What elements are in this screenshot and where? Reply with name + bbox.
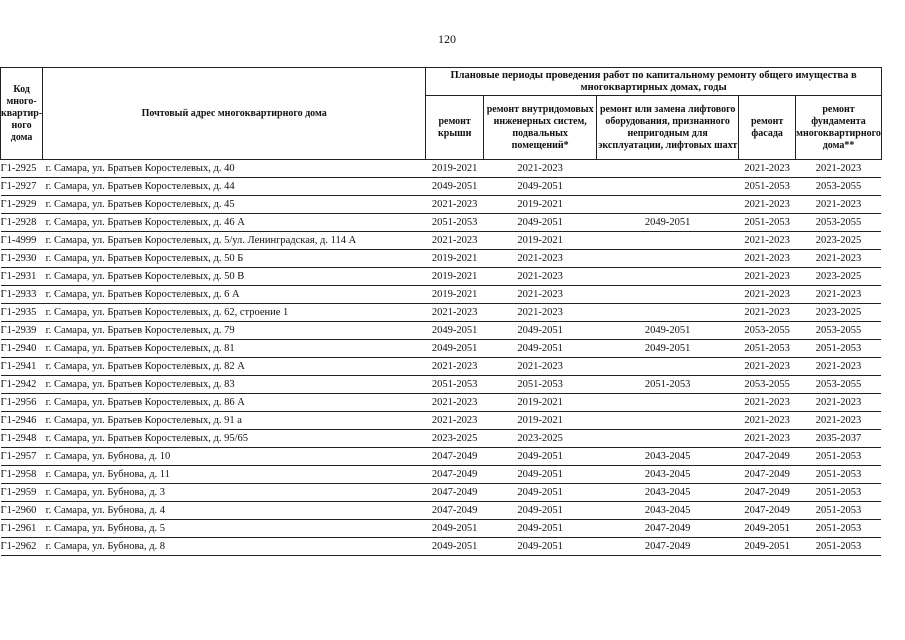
cell-roof: 2049-2051	[426, 520, 484, 538]
cell-systems: 2019-2021	[484, 196, 597, 214]
cell-foundation: 2051-2053	[796, 448, 882, 466]
cell-facade: 2021-2023	[739, 286, 796, 304]
cell-roof: 2047-2049	[426, 484, 484, 502]
cell-facade: 2021-2023	[739, 412, 796, 430]
table-row	[1, 160, 882, 178]
cell-code: Г1-2927	[1, 178, 43, 196]
cell-elevator	[597, 412, 739, 430]
cell-address: г. Самара, ул. Братьев Коростелевых, д. 5/ул. Ленинградская, д. 114 А	[43, 232, 426, 250]
table-row	[1, 412, 882, 430]
cell-systems: 2049-2051	[484, 448, 597, 466]
cell-facade: 2049-2051	[739, 538, 796, 556]
cell-systems: 2021-2023	[484, 250, 597, 268]
cell-elevator: 2049-2051	[597, 340, 739, 358]
cell-systems: 2021-2023	[484, 160, 597, 178]
cell-roof: 2051-2053	[426, 376, 484, 394]
table-row	[1, 286, 882, 304]
cell-facade: 2047-2049	[739, 484, 796, 502]
cell-elevator	[597, 232, 739, 250]
cell-foundation: 2051-2053	[796, 466, 882, 484]
cell-code: Г1-2935	[1, 304, 43, 322]
table-row	[1, 268, 882, 286]
table-row	[1, 232, 882, 250]
cell-facade: 2049-2051	[739, 520, 796, 538]
cell-address: г. Самара, ул. Братьев Коростелевых, д. 46 А	[43, 214, 426, 232]
table-row	[1, 178, 882, 196]
cell-elevator	[597, 358, 739, 376]
cell-elevator	[597, 286, 739, 304]
cell-systems: 2049-2051	[484, 502, 597, 520]
cell-address: г. Самара, ул. Бубнова, д. 5	[43, 520, 426, 538]
cell-roof: 2019-2021	[426, 268, 484, 286]
cell-code: Г1-2957	[1, 448, 43, 466]
table-row	[1, 430, 882, 448]
cell-code: Г1-2933	[1, 286, 43, 304]
cell-address: г. Самара, ул. Бубнова, д. 11	[43, 466, 426, 484]
cell-facade: 2051-2053	[739, 178, 796, 196]
cell-elevator	[597, 178, 739, 196]
cell-address: г. Самара, ул. Братьев Коростелевых, д. 91 а	[43, 412, 426, 430]
header-foundation: ремонт фундамента многоквартирного дома**	[796, 96, 882, 160]
cell-code: Г1-2959	[1, 484, 43, 502]
header-code: Код много-квартир-ного дома	[1, 68, 43, 160]
cell-foundation: 2023-2025	[796, 304, 882, 322]
cell-elevator: 2043-2045	[597, 466, 739, 484]
table-row	[1, 340, 882, 358]
cell-foundation: 2053-2055	[796, 178, 882, 196]
header-address: Почтовый адрес многоквартирного дома	[43, 68, 426, 160]
cell-facade: 2021-2023	[739, 394, 796, 412]
cell-elevator	[597, 430, 739, 448]
cell-code: Г1-2939	[1, 322, 43, 340]
cell-address: г. Самара, ул. Братьев Коростелевых, д. 50 В	[43, 268, 426, 286]
table-row	[1, 466, 882, 484]
cell-address: г. Самара, ул. Братьев Коростелевых, д. 95/65	[43, 430, 426, 448]
cell-facade: 2047-2049	[739, 448, 796, 466]
cell-foundation: 2053-2055	[796, 214, 882, 232]
cell-facade: 2021-2023	[739, 232, 796, 250]
cell-facade: 2021-2023	[739, 358, 796, 376]
cell-elevator: 2043-2045	[597, 484, 739, 502]
cell-facade: 2021-2023	[739, 196, 796, 214]
cell-address: г. Самара, ул. Братьев Коростелевых, д. 86 А	[43, 394, 426, 412]
cell-facade: 2051-2053	[739, 340, 796, 358]
cell-foundation: 2021-2023	[796, 250, 882, 268]
cell-facade: 2051-2053	[739, 214, 796, 232]
cell-elevator	[597, 394, 739, 412]
cell-roof: 2049-2051	[426, 178, 484, 196]
table-row	[1, 502, 882, 520]
cell-elevator: 2043-2045	[597, 448, 739, 466]
cell-systems: 2049-2051	[484, 466, 597, 484]
cell-foundation: 2051-2053	[796, 520, 882, 538]
cell-address: г. Самара, ул. Братьев Коростелевых, д. 50 Б	[43, 250, 426, 268]
cell-address: г. Самара, ул. Бубнова, д. 10	[43, 448, 426, 466]
cell-code: Г1-2940	[1, 340, 43, 358]
header-facade: ремонт фасада	[739, 96, 796, 160]
table-row	[1, 250, 882, 268]
cell-systems: 2023-2025	[484, 430, 597, 448]
cell-code: Г1-2925	[1, 160, 43, 178]
cell-address: г. Самара, ул. Бубнова, д. 4	[43, 502, 426, 520]
cell-facade: 2021-2023	[739, 304, 796, 322]
cell-elevator: 2047-2049	[597, 520, 739, 538]
cell-elevator: 2051-2053	[597, 376, 739, 394]
cell-code: Г1-2956	[1, 394, 43, 412]
cell-facade: 2047-2049	[739, 502, 796, 520]
cell-elevator: 2043-2045	[597, 502, 739, 520]
cell-foundation: 2051-2053	[796, 484, 882, 502]
cell-foundation: 2051-2053	[796, 340, 882, 358]
cell-elevator	[597, 268, 739, 286]
cell-roof: 2023-2025	[426, 430, 484, 448]
cell-systems: 2019-2021	[484, 232, 597, 250]
cell-foundation: 2021-2023	[796, 196, 882, 214]
cell-elevator: 2049-2051	[597, 214, 739, 232]
table-header	[1, 68, 882, 160]
cell-systems: 2021-2023	[484, 304, 597, 322]
cell-roof: 2019-2021	[426, 160, 484, 178]
cell-systems: 2019-2021	[484, 394, 597, 412]
cell-facade: 2021-2023	[739, 268, 796, 286]
cell-address: г. Самара, ул. Бубнова, д. 8	[43, 538, 426, 556]
cell-address: г. Самара, ул. Братьев Коростелевых, д. 82 А	[43, 358, 426, 376]
table-row	[1, 358, 882, 376]
table-row	[1, 394, 882, 412]
table-row	[1, 484, 882, 502]
cell-address: г. Самара, ул. Братьев Коростелевых, д. 6 А	[43, 286, 426, 304]
cell-elevator: 2047-2049	[597, 538, 739, 556]
cell-systems: 2049-2051	[484, 214, 597, 232]
cell-roof: 2021-2023	[426, 196, 484, 214]
cell-address: г. Самара, ул. Братьев Коростелевых, д. 40	[43, 160, 426, 178]
cell-address: г. Самара, ул. Братьев Коростелевых, д. 44	[43, 178, 426, 196]
table-row	[1, 376, 882, 394]
cell-roof: 2047-2049	[426, 466, 484, 484]
cell-foundation: 2021-2023	[796, 412, 882, 430]
cell-facade: 2053-2055	[739, 376, 796, 394]
cell-code: Г1-2948	[1, 430, 43, 448]
cell-roof: 2021-2023	[426, 304, 484, 322]
cell-systems: 2049-2051	[484, 520, 597, 538]
cell-code: Г1-2928	[1, 214, 43, 232]
cell-roof: 2051-2053	[426, 214, 484, 232]
cell-foundation: 2051-2053	[796, 502, 882, 520]
cell-address: г. Самара, ул. Братьев Коростелевых, д. 83	[43, 376, 426, 394]
repair-schedule-table	[0, 67, 882, 556]
cell-facade: 2047-2049	[739, 466, 796, 484]
table-row	[1, 322, 882, 340]
cell-facade: 2053-2055	[739, 322, 796, 340]
cell-address: г. Самара, ул. Братьев Коростелевых, д. 79	[43, 322, 426, 340]
table-body	[1, 160, 882, 556]
cell-roof: 2021-2023	[426, 358, 484, 376]
cell-systems: 2049-2051	[484, 538, 597, 556]
cell-roof: 2047-2049	[426, 502, 484, 520]
cell-systems: 2021-2023	[484, 286, 597, 304]
header-systems: ремонт внутридомовых инженерных систем, подвальных помещений*	[484, 96, 597, 160]
cell-foundation: 2021-2023	[796, 286, 882, 304]
cell-foundation: 2051-2053	[796, 538, 882, 556]
header-elevator: ремонт или замена лифтового оборудования, признанного непригодным для эксплуатации, лифтовых шахт	[597, 96, 739, 160]
cell-foundation: 2035-2037	[796, 430, 882, 448]
table-row	[1, 196, 882, 214]
cell-foundation: 2053-2055	[796, 322, 882, 340]
cell-facade: 2021-2023	[739, 430, 796, 448]
cell-foundation: 2053-2055	[796, 376, 882, 394]
cell-facade: 2021-2023	[739, 160, 796, 178]
cell-systems: 2049-2051	[484, 178, 597, 196]
cell-systems: 2021-2023	[484, 268, 597, 286]
cell-roof: 2019-2021	[426, 250, 484, 268]
cell-code: Г1-4999	[1, 232, 43, 250]
cell-code: Г1-2942	[1, 376, 43, 394]
cell-elevator	[597, 160, 739, 178]
cell-code: Г1-2958	[1, 466, 43, 484]
header-roof: ремонт крыши	[426, 96, 484, 160]
cell-systems: 2051-2053	[484, 376, 597, 394]
cell-roof: 2049-2051	[426, 538, 484, 556]
page-number: 120	[438, 32, 456, 46]
cell-elevator	[597, 304, 739, 322]
cell-systems: 2021-2023	[484, 358, 597, 376]
cell-systems: 2049-2051	[484, 484, 597, 502]
cell-roof: 2021-2023	[426, 412, 484, 430]
header-periods-group: Плановые периоды проведения работ по капитальному ремонту общего имущества в многоквартирных домах, годы	[426, 68, 882, 96]
cell-facade: 2021-2023	[739, 250, 796, 268]
cell-address: г. Самара, ул. Братьев Коростелевых, д. 81	[43, 340, 426, 358]
cell-address: г. Самара, ул. Братьев Коростелевых, д. 62, строение 1	[43, 304, 426, 322]
cell-roof: 2049-2051	[426, 322, 484, 340]
cell-code: Г1-2961	[1, 520, 43, 538]
cell-code: Г1-2930	[1, 250, 43, 268]
table-row	[1, 520, 882, 538]
cell-foundation: 2021-2023	[796, 394, 882, 412]
cell-roof: 2019-2021	[426, 286, 484, 304]
cell-roof: 2021-2023	[426, 232, 484, 250]
cell-code: Г1-2929	[1, 196, 43, 214]
cell-roof: 2049-2051	[426, 340, 484, 358]
table-row	[1, 538, 882, 556]
cell-foundation: 2023-2025	[796, 232, 882, 250]
cell-address: г. Самара, ул. Братьев Коростелевых, д. 45	[43, 196, 426, 214]
cell-elevator	[597, 250, 739, 268]
table-row	[1, 214, 882, 232]
cell-systems: 2049-2051	[484, 340, 597, 358]
cell-roof: 2047-2049	[426, 448, 484, 466]
cell-systems: 2049-2051	[484, 322, 597, 340]
cell-code: Г1-2960	[1, 502, 43, 520]
cell-foundation: 2021-2023	[796, 160, 882, 178]
table-row	[1, 304, 882, 322]
cell-elevator	[597, 196, 739, 214]
cell-code: Г1-2962	[1, 538, 43, 556]
cell-foundation: 2023-2025	[796, 268, 882, 286]
cell-code: Г1-2941	[1, 358, 43, 376]
cell-systems: 2019-2021	[484, 412, 597, 430]
cell-roof: 2021-2023	[426, 394, 484, 412]
cell-elevator: 2049-2051	[597, 322, 739, 340]
cell-code: Г1-2931	[1, 268, 43, 286]
cell-address: г. Самара, ул. Бубнова, д. 3	[43, 484, 426, 502]
cell-foundation: 2021-2023	[796, 358, 882, 376]
cell-code: Г1-2946	[1, 412, 43, 430]
table-row	[1, 448, 882, 466]
